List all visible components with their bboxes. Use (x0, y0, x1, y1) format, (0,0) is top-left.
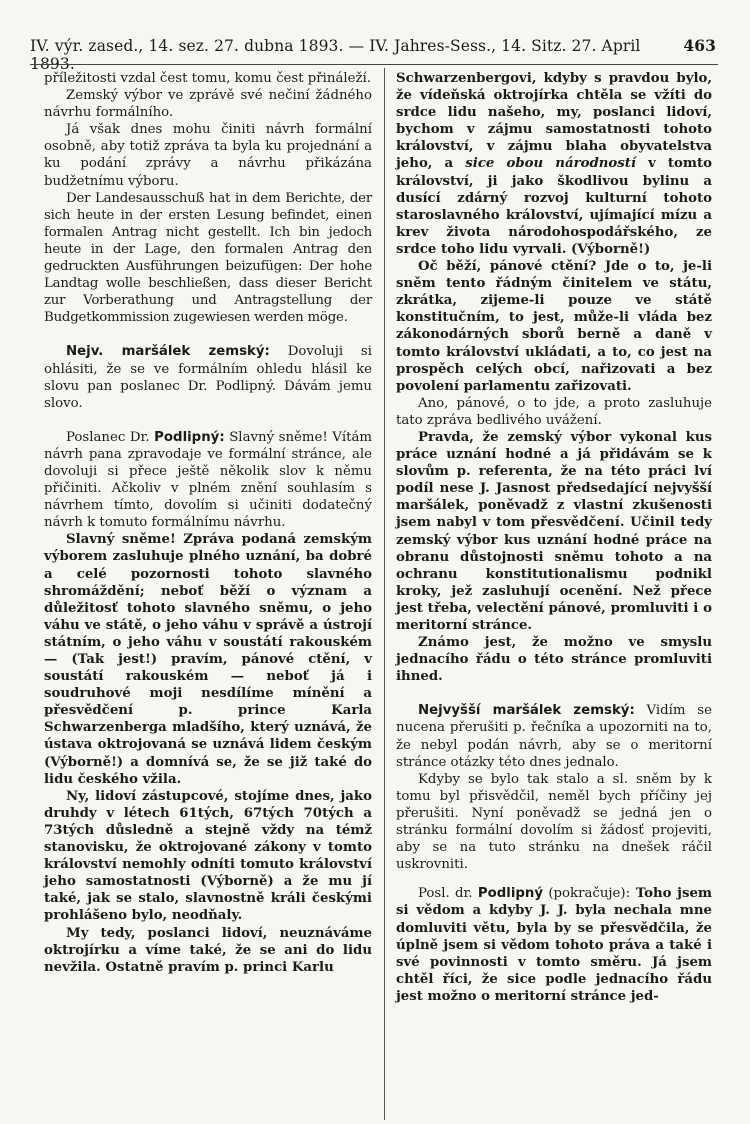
paragraph (396, 885, 712, 1005)
speaker-name: Podlipný: (154, 429, 225, 445)
paragraph: Známo jest, že možno ve smyslu jednacího řádu o této stránce promluviti ihned. (396, 635, 712, 685)
right-column (396, 70, 712, 1005)
speech-text: Vidím se nucena přerušiti p. řečníka a upozorniti na to, že nebyl podán návrh, aby se o meritorní stránce otázky této dnes jednalo. (396, 703, 712, 770)
speech-text: Slavný sněme! Vítám návrh pana zpravodaje ve formální stránce, ale dovoluji si přece ještě několik slov k němu přičiniti. Ačkoliv v plném znění souhlasím s návrhem tímto, dovolím si učiniti dodatečný návrh k tomuto formálnímu návrhu. (44, 429, 372, 531)
speaker-name: Podlipný (477, 886, 544, 902)
paragraph: My tedy, poslanci lidoví, neuznáváme oktrojírku a víme také, že se ani do lidu nevžila. Ostatně pravím p. princi Karlu (44, 925, 372, 975)
paragraph-german: Der Landesausschuß hat in dem Berichte, der sich heute in der ersten Lesung befindet, einen formalen Antrag nicht gestellt. Ich bin jedoch heute in der Lage, den formalen Antrag den gedruckten Ausführungen beizufügen: Der hohe Landtag wolle beschließen, dass dieser Bericht zur Vorberathung und Antragstellung der Budgetkommission zugewiesen werden möge. (44, 190, 372, 326)
speech-text: Toho jsem si vědom a kdyby J. J. byla nechala mne domluviti větu, byla by se přesvědčila, že úplně jsem si vědom tohoto práva a také i své povinnosti v tomto směru. Já jsem chtěl říci, že sice podle jednacího řádu jest možno o meritorní stránce jed- (396, 886, 712, 1004)
paragraph (44, 429, 372, 532)
paragraph: Ano, pánové, o to jde, a proto zasluhuje tato zpráva bedlivého uvážení. (396, 395, 712, 428)
paragraph (396, 702, 712, 770)
page-header (30, 36, 716, 73)
paragraph: Zemský výbor ve zprávě své nečiní žádného návrhu formálního. (44, 88, 372, 121)
paragraph: Ny, lidoví zástupcové, stojíme dnes, jako druhdy v létech 61tých, 67tých 70tých a 73tých důsledně a stejně vždy na témž stanovisku, že oktrojované zákony v tomto království nemohly odníti tomuto království jeho samostatnosti (Výborně) a že mu jí také, jak se stalo, slavnostně králi českými prohlášeno bylo, neodňaly. (44, 788, 372, 924)
paragraph: Pravda, že zemský výbor vykonal kus práce uznání hodné a já přidávám se k slovům p. referenta, že na této práci lví podíl nese J. Jasnost předsedající nejvyšší maršálek, poněvadž z vlastní zkušenosti jsem nabyl v tom přesvědčení. Učinil tedy zemský výbor kus uznání hodné práce na obranu důstojnosti sněmu tohoto a na ochranu konstitutionalismu podnikl kroky, jež zasluhují ocenění. Než přece jest třeba, velectění pánové, promluviti i o meritorní stránce. (396, 429, 712, 633)
paragraph: Kdyby se bylo tak stalo a sl. sněm by k tomu byl přisvědčil, neměl bych příčiny jej přerušiti. Nyní poněvadž se jedná jen o stránku formální dovolím si žádosť projeviti, aby se na tuto stránku na dnešek ráčil uskrovniti. (396, 771, 712, 873)
paragraph (44, 343, 372, 411)
paragraph: Schwarzenbergovi, kdyby s pravdou bylo, že vídeňská oktrojírka chtěla se vžíti do srdce lidu našeho, my, poslanci lidoví, bychom v zájmu samostatnosti tohoto království, v zájmu blaha obyvatelstva jeho, a sice obou národností v tomto království, ji jako škodlivou bylinu a dusící zdárný rozvoj kulturní tohoto staroslavného království, ujímající mízu a krev života národohospodářského, ze srdce toho lidu vyrvali. (Výborně!) (396, 71, 713, 257)
speech-text: Dovoluji si ohlásiti, že se ve formálním ohledu hlásil ke slovu pan poslanec Dr. Podlipný. Dávám jemu slovo. (44, 344, 372, 411)
speaker-name: Nejv. maršálek zemský: (66, 344, 270, 360)
paragraph: příležitosti vzdal čest tomu, komu čest přináleží. (44, 71, 372, 86)
paragraph: Oč běží, pánové ctění? Jde o to, je-li sněm tento řádným činitelem ve státu, zkrátka, zijeme-li pouze ve státě konstitučním, to jest, může-li vláda bez zákonodárných sborů berně a daně v tomto království ukládati, a to, co jest na prospěch celých obcí, nařizovati a bez povolení parlamentu zařizovati. (396, 259, 712, 394)
header-rule (30, 64, 718, 65)
speaker-prefix: Posl. dr. (418, 886, 478, 902)
speaker-note: (pokračuje): (543, 886, 631, 902)
speaker-name: Nejvyšší maršálek zemský: (418, 703, 635, 719)
column-divider (384, 68, 385, 1120)
paragraph: Já však dnes mohu činiti návrh formální osobně, aby totiž zpráva ta byla ku projednání a ku podání zprávy a návrhu přikázána budžetnímu výboru. (44, 122, 372, 189)
header-left: IV. výr. zased., 14. sez. 27. dubna 1893. — IV. Jahres-Sess., 14. Sitz. 27. April 1893. (30, 37, 641, 73)
speaker-prefix: Poslanec Dr. (66, 429, 155, 445)
emphasis: sice obou národností (465, 156, 636, 172)
page-number: 463 (683, 36, 716, 55)
paragraph: Slavný sněme! Zpráva podaná zemským výborem zasluhuje plného uznání, ba dobré a celé pozornosti tohoto slavného shromáždění; neboť běží o význam a důležitosť tohoto slavného sněmu, o jeho váhu ve státě, o jeho váhu v správě a ústrojí státním, o jeho váhu v soustátí rakouském — (Tak jest!) pravím, pánové ctění, v soustátí rakouském — neboť já i soudruhové moji nesdílíme mínění a přesvědčení p. prince Karla Schwarzenberga mladšího, který uznává, že ústava oktrojovaná se uznává lidem českým (Výborně!) a domnívá se, že se již také do lidu českého vžila. (44, 532, 372, 787)
left-column (44, 70, 372, 976)
